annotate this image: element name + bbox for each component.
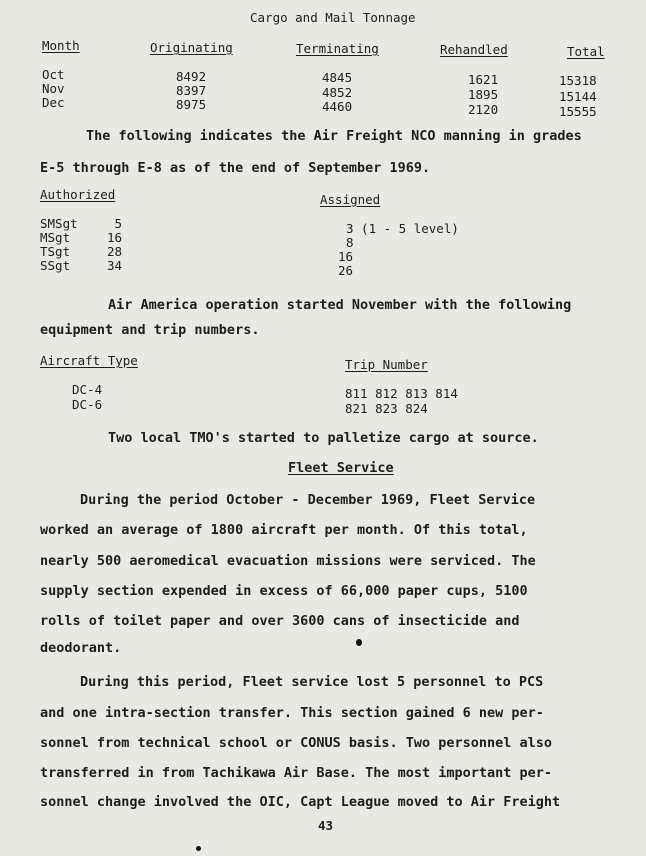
table-row-cell: 4845	[322, 70, 353, 85]
table-row-cell: 4460	[322, 99, 353, 114]
table-row-cell: Nov	[42, 81, 65, 96]
air-america-intro-line1: Air America operation started November with the following	[108, 297, 572, 313]
fleet-service-heading: Fleet Service	[288, 460, 394, 476]
manning-intro-line2: E-5 through E-8 as of the end of September 1969.	[40, 160, 431, 176]
manning-assigned: 3 (1 - 5 level)	[346, 221, 459, 236]
table-row-cell: Dec	[42, 95, 65, 110]
tonnage-header-originating: Originating	[150, 40, 233, 55]
aircraft-type: DC-4	[72, 382, 103, 397]
manning-authorized: 5	[114, 216, 122, 231]
tonnage-header-terminating: Terminating	[296, 41, 379, 56]
fleet-para2-line: and one intra-section transfer. This section gained 6 new per-	[40, 705, 544, 721]
tonnage-header-total: Total	[567, 44, 605, 59]
trip-number-header: Trip Number	[345, 357, 428, 372]
tonnage-header-rehandled: Rehandled	[440, 42, 508, 57]
fleet-para1-line: deodorant.	[40, 640, 122, 656]
manning-grade: MSgt	[40, 230, 71, 245]
tmo-note: Two local TMO's started to palletize cargo at source.	[108, 430, 539, 446]
air-america-intro-line2: equipment and trip numbers.	[40, 322, 260, 338]
manning-assigned: 8	[346, 235, 354, 250]
tonnage-title: Cargo and Mail Tonnage	[250, 10, 416, 25]
fleet-para2-line: sonnel change involved the OIC, Capt League moved to Air Freight	[40, 794, 561, 810]
manning-grade: SMSgt	[40, 216, 78, 231]
aircraft-type: DC-6	[72, 397, 103, 412]
table-row-cell: 8975	[176, 97, 207, 112]
manning-grade: TSgt	[40, 244, 71, 259]
table-row-cell: 8492	[176, 69, 207, 84]
fleet-para2-line: During this period, Fleet service lost 5 personnel to PCS	[80, 674, 544, 690]
manning-header-assigned: Assigned	[320, 192, 381, 207]
manning-header-authorized: Authorized	[40, 187, 116, 202]
manning-assigned: 26	[338, 263, 354, 278]
trip-numbers: 811 812 813 814	[345, 386, 458, 401]
fleet-para1-line: supply section expended in excess of 66,000 paper cups, 5100	[40, 583, 528, 599]
manning-grade: SSgt	[40, 258, 71, 273]
fleet-para1-line: nearly 500 aeromedical evacuation missions were serviced. The	[40, 553, 536, 569]
ink-dot	[196, 846, 201, 851]
manning-authorized: 34	[106, 258, 122, 273]
table-row-cell: 1895	[468, 87, 499, 102]
table-row-cell: 15144	[559, 89, 597, 104]
manning-authorized: 28	[106, 244, 122, 259]
fleet-para2-line: transferred in from Tachikawa Air Base. The most important per-	[40, 765, 553, 781]
fleet-para1-line: rolls of toilet paper and over 3600 cans of insecticide and	[40, 613, 520, 629]
fleet-para1-line: worked an average of 1800 aircraft per month. Of this total,	[40, 522, 528, 538]
ink-dot	[356, 639, 362, 646]
table-row-cell: 1621	[468, 72, 499, 87]
table-row-cell: 4852	[322, 85, 353, 100]
table-row-cell: 15318	[559, 73, 597, 88]
manning-assigned: 16	[338, 249, 354, 264]
table-row-cell: 2120	[468, 102, 499, 117]
fleet-para2-line: sonnel from technical school or CONUS basis. Two personnel also	[40, 735, 553, 751]
manning-authorized: 16	[106, 230, 122, 245]
table-row-cell: 15555	[559, 104, 597, 119]
tonnage-header-month: Month	[42, 38, 80, 53]
table-row-cell: 8397	[176, 83, 207, 98]
manning-intro-line1: The following indicates the Air Freight NCO manning in grades	[86, 128, 582, 144]
page-number: 43	[318, 818, 334, 833]
aircraft-type-header: Aircraft Type	[40, 353, 138, 368]
fleet-para1-line: During the period October - December 1969, Fleet Service	[80, 492, 536, 508]
table-row-cell: Oct	[42, 67, 65, 82]
trip-numbers: 821 823 824	[345, 401, 428, 416]
